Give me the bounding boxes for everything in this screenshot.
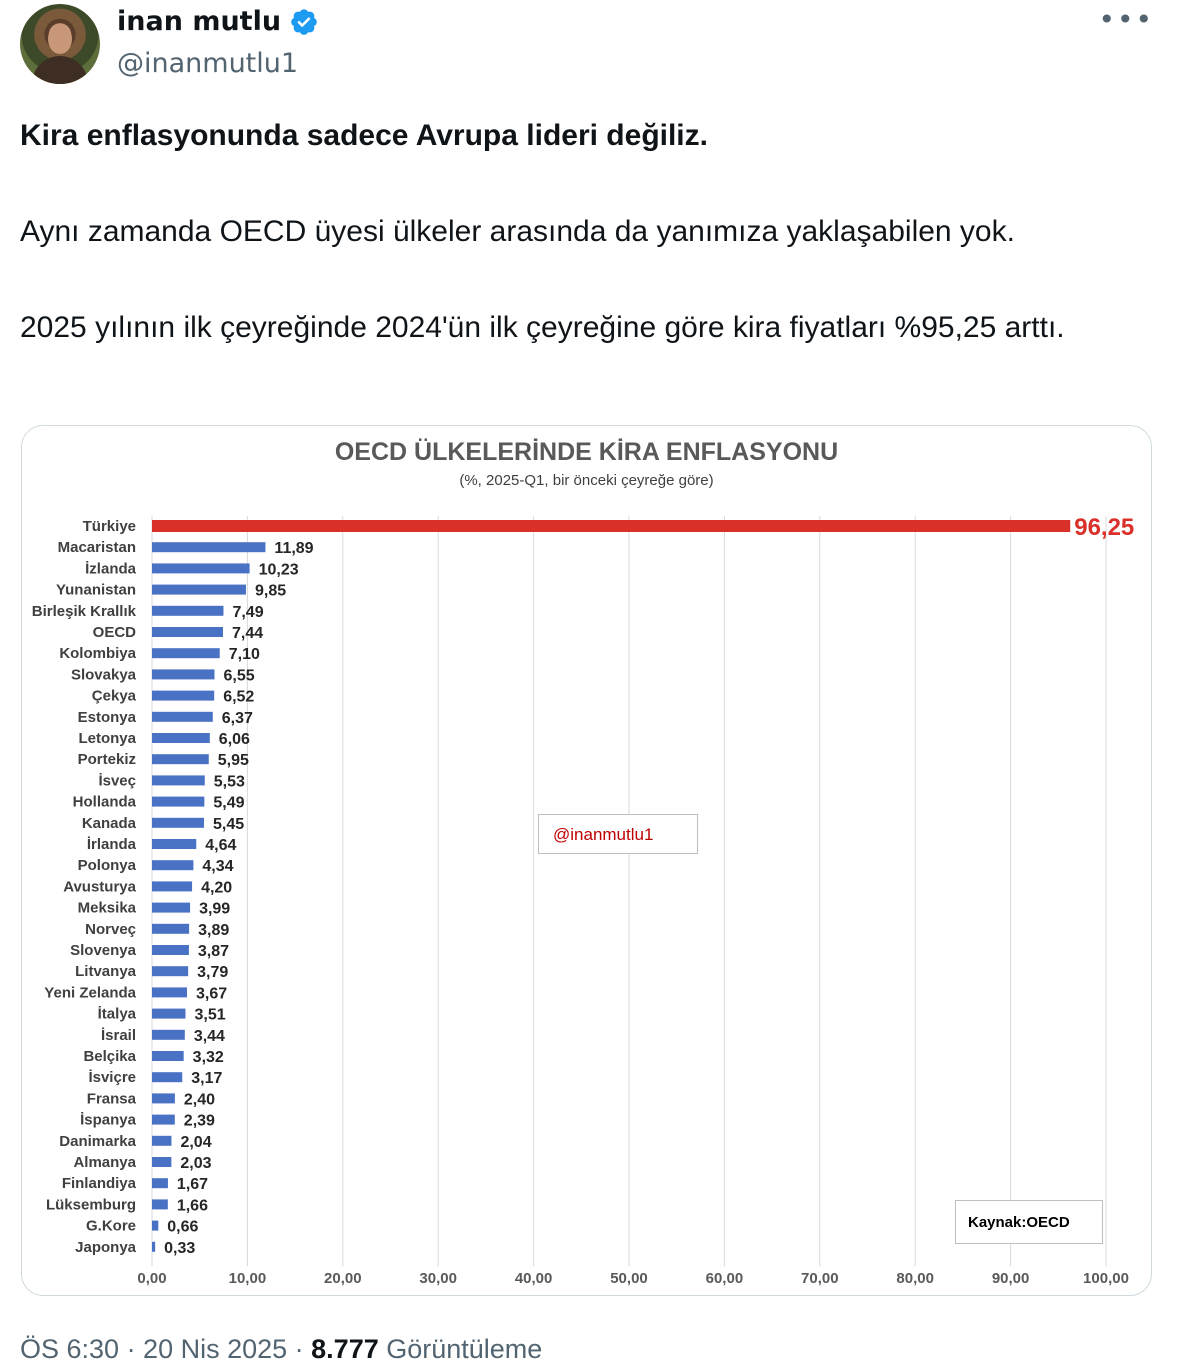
category-label: Meksika [77, 899, 136, 917]
bar [152, 1072, 182, 1082]
x-tick-label: 40,00 [514, 1270, 553, 1287]
category-label: Türkiye [82, 518, 136, 535]
source-label: Kaynak:OECD [955, 1200, 1103, 1244]
category-label: Estonya [77, 708, 136, 726]
bar [152, 881, 192, 891]
data-label: 6,37 [221, 709, 253, 727]
bar [152, 669, 214, 679]
chart-title: OECD ÜLKELERİNDE KİRA ENFLASYONU [334, 438, 839, 466]
bar [152, 627, 223, 637]
bar [152, 1115, 175, 1125]
verified-badge-icon [289, 7, 319, 37]
category-label: Polonya [77, 857, 136, 875]
category-label: Letonya [78, 730, 136, 747]
data-label: 2,04 [180, 1133, 212, 1151]
tweet-image[interactable] [21, 425, 1152, 1296]
view-count: 8.777 [311, 1334, 379, 1364]
category-label: Fransa [86, 1090, 136, 1108]
category-label: Slovenya [70, 942, 136, 959]
bar [152, 1030, 185, 1040]
views-label: Görüntüleme [378, 1334, 543, 1364]
data-label: 1,67 [176, 1176, 209, 1194]
data-label: 96,25 [1074, 514, 1135, 541]
category-label: Yunanistan [55, 581, 136, 599]
tweet-meta [20, 1334, 542, 1365]
data-label: 4,20 [201, 879, 233, 897]
category-label: Belçika [83, 1048, 136, 1065]
bar [152, 733, 210, 743]
bar [152, 1157, 171, 1167]
data-label: 4,34 [202, 858, 234, 876]
tweet-header [20, 4, 1160, 88]
data-label: 3,44 [193, 1027, 225, 1045]
category-label: Lüksemburg [45, 1196, 136, 1214]
bar [152, 1178, 168, 1188]
data-label: 3,32 [192, 1049, 224, 1066]
x-tick-label: 70,00 [801, 1270, 839, 1287]
bar [152, 1136, 171, 1146]
category-label: OECD [92, 624, 136, 641]
bar [152, 606, 223, 616]
tweet-line-1: Kira enflasyonunda sadece Avrupa lideri değiliz. [20, 119, 708, 152]
tweet-line-2: Aynı zamanda OECD üyesi ülkeler arasında da yanımıza yaklaşabilen yok. [20, 215, 1015, 248]
data-label: 2,40 [183, 1091, 216, 1109]
tweet-line-3: 2025 yılının ilk çeyreğinde 2024'ün ilk çeyreğine göre kira fiyatları %95,25 arttı. [20, 311, 1065, 344]
data-label: 2,03 [180, 1155, 212, 1172]
category-label: Kolombiya [59, 645, 136, 663]
bar [152, 542, 265, 552]
author-handle[interactable]: @inanmutlu1 [117, 48, 299, 79]
category-label: Danimarka [59, 1132, 136, 1150]
category-label: Finlandiya [61, 1175, 136, 1193]
tweet-text [20, 112, 1160, 352]
data-label: 3,99 [199, 900, 231, 918]
category-label: Norveç [85, 920, 136, 938]
x-tick-label: 30,00 [419, 1270, 457, 1287]
category-label: Avusturya [63, 878, 136, 896]
bar [152, 903, 190, 913]
category-label: G.Kore [85, 1217, 136, 1235]
bar [152, 860, 193, 870]
bar [152, 1093, 175, 1103]
bar [152, 945, 189, 955]
data-label: 5,53 [213, 773, 245, 791]
tweet-timestamp[interactable]: ÖS 6:30 · 20 Nis 2025 · [20, 1334, 312, 1364]
bar [152, 1221, 158, 1231]
watermark: @inanmutlu1 [538, 814, 698, 854]
x-tick-label: 90,00 [991, 1270, 1030, 1287]
data-label: 5,45 [212, 815, 245, 833]
category-label: Kanada [81, 814, 136, 832]
avatar[interactable] [20, 4, 100, 84]
bar [152, 797, 204, 807]
data-label: 3,87 [197, 943, 230, 960]
x-tick-label: 50,00 [610, 1270, 648, 1287]
data-label: 0,66 [167, 1218, 199, 1236]
category-label: Japonya [75, 1238, 136, 1256]
category-label: Portekiz [77, 751, 136, 769]
data-label: 6,52 [223, 688, 255, 706]
data-label: 2,39 [183, 1112, 215, 1130]
category-label: Litvanya [75, 963, 136, 981]
bar [152, 563, 250, 573]
data-label: 3,51 [194, 1006, 226, 1024]
data-label: 3,89 [198, 921, 230, 939]
data-label: 1,66 [176, 1197, 208, 1215]
data-label: 7,49 [232, 603, 264, 621]
category-label: Macaristan [57, 539, 136, 557]
category-label: İsrail [100, 1026, 136, 1044]
data-label: 10,23 [258, 561, 299, 579]
category-label: Birleşik Krallık [31, 602, 136, 620]
data-label: 7,44 [231, 625, 264, 642]
category-label: Almanya [73, 1154, 136, 1171]
data-label: 11,89 [274, 540, 314, 558]
category-label: Çekya [91, 687, 136, 705]
bar [152, 1242, 155, 1252]
data-label: 4,64 [205, 837, 237, 854]
x-tick-label: 60,00 [705, 1270, 744, 1287]
data-label: 7,10 [228, 646, 260, 664]
x-tick-label: 0,00 [137, 1270, 167, 1287]
bar [152, 1199, 168, 1209]
bar [152, 1051, 184, 1061]
author-name-row[interactable] [117, 6, 319, 37]
author-name[interactable]: inan mutlu [117, 6, 282, 37]
data-label: 0,33 [164, 1239, 196, 1257]
category-label: Hollanda [72, 793, 136, 811]
category-label: İtalya [97, 1005, 136, 1023]
bar [152, 818, 204, 828]
data-label: 3,17 [191, 1070, 223, 1088]
category-label: İsveç [98, 772, 136, 790]
bar [152, 585, 246, 595]
bar [152, 839, 196, 849]
category-label: İsviçre [88, 1069, 136, 1087]
x-tick-label: 100,00 [1083, 1270, 1129, 1287]
bar-chart [22, 426, 1151, 1295]
bar [152, 754, 209, 764]
bar [152, 966, 188, 976]
category-label: Slovakya [70, 666, 136, 684]
x-tick-label: 80,00 [896, 1270, 934, 1287]
data-label: 9,85 [254, 582, 287, 600]
data-label: 3,67 [196, 985, 228, 1003]
chart-subtitle: (%, 2025-Q1, bir önceki çeyreğe göre) [459, 472, 714, 489]
bar [152, 924, 189, 934]
bar [152, 712, 213, 722]
bar [152, 520, 1070, 532]
bar [152, 691, 214, 701]
category-label: İrlanda [86, 836, 136, 853]
category-label: İspanya [80, 1111, 136, 1129]
data-label: 5,95 [217, 752, 249, 770]
category-label: Yeni Zelanda [44, 984, 136, 1002]
bar [152, 775, 205, 785]
bar [152, 648, 220, 658]
data-label: 6,06 [218, 731, 250, 748]
data-label: 6,55 [223, 667, 255, 685]
more-options-icon[interactable]: ••• [1098, 3, 1154, 36]
category-label: İzlanda [85, 560, 136, 578]
data-label: 5,49 [213, 794, 245, 812]
data-label: 3,79 [197, 964, 229, 982]
x-tick-label: 10,00 [228, 1270, 267, 1287]
bar [152, 1009, 185, 1019]
x-tick-label: 20,00 [324, 1270, 362, 1287]
bar [152, 987, 187, 997]
